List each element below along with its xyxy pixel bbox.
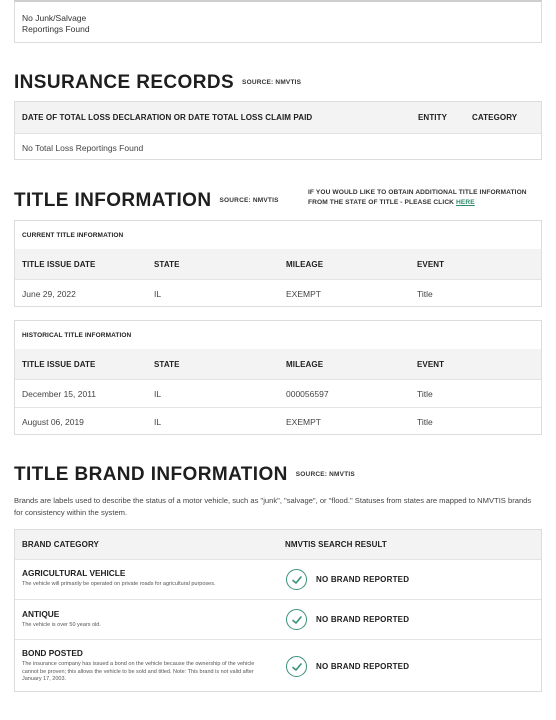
col-state: STATE xyxy=(154,359,180,369)
check-circle-icon xyxy=(286,656,307,677)
title-info-here-link[interactable]: HERE xyxy=(455,199,475,206)
title-info-note-text: IF YOU WOULD LIKE TO OBTAIN ADDITIONAL TITLE INFORMATION FROM THE STATE OF TITLE - PLEASE CLICK xyxy=(308,189,527,206)
brand-desc: The vehicle will primarily be operated on private roads for agricultural purposes. xyxy=(22,581,216,587)
cell-mileage: EXEMPT xyxy=(286,289,321,299)
table-row xyxy=(15,279,541,308)
cell-mileage: 000056597 xyxy=(286,388,329,399)
junk-salvage-text: No Junk/Salvage Reportings Found xyxy=(22,13,90,34)
brand-row-bond-posted xyxy=(15,639,541,693)
insurance-table-header xyxy=(15,102,541,133)
col-entity: ENTITY xyxy=(418,113,448,122)
cell-state: IL xyxy=(154,289,162,299)
historical-title-label-row xyxy=(15,321,541,349)
title-brand-source: SOURCE: NMVTIS xyxy=(295,471,355,479)
historical-title-header xyxy=(15,349,541,379)
title-information-source: SOURCE: NMVTIS xyxy=(219,197,279,205)
check-circle-icon xyxy=(286,569,307,590)
insurance-source: SOURCE: NMVTIS xyxy=(242,79,302,87)
brand-result: NO BRAND REPORTED xyxy=(316,615,410,624)
col-title-issue-date: TITLE ISSUE DATE xyxy=(22,359,96,369)
insurance-empty-text: No Total Loss Reportings Found xyxy=(22,142,144,153)
col-total-loss-date: DATE OF TOTAL LOSS DECLARATION OR DATE TOTAL LOSS CLAIM PAID xyxy=(22,113,313,122)
brand-name: AGRICULTURAL VEHICLE xyxy=(22,568,126,578)
cell-event: Title xyxy=(417,417,433,427)
cell-event: Title xyxy=(417,289,433,299)
brand-name: BOND POSTED xyxy=(22,648,83,658)
col-mileage: MILEAGE xyxy=(286,359,324,369)
brand-name: ANTIQUE xyxy=(22,609,60,619)
table-row xyxy=(15,379,541,407)
table-row xyxy=(15,407,541,436)
title-info-note xyxy=(308,188,544,208)
title-brand-title: TITLE BRAND INFORMATION xyxy=(14,464,288,485)
title-brand-heading xyxy=(14,464,355,486)
cell-event: Title xyxy=(417,388,433,399)
historical-title-table xyxy=(14,320,542,435)
col-event: EVENT xyxy=(417,359,445,369)
brand-table xyxy=(14,529,542,692)
title-information-heading xyxy=(14,190,279,212)
brand-row-antique xyxy=(15,599,541,639)
col-state: STATE xyxy=(154,259,180,269)
brand-desc: The vehicle is over 50 years old. xyxy=(22,622,101,628)
brand-table-header xyxy=(15,530,541,559)
col-nmvtis-result: NMVTIS SEARCH RESULT xyxy=(285,540,387,549)
current-title-table xyxy=(14,220,542,307)
cell-issue-date: August 06, 2019 xyxy=(22,417,84,427)
cell-state: IL xyxy=(154,388,162,399)
cell-mileage: EXEMPT xyxy=(286,417,321,427)
check-circle-icon xyxy=(286,609,307,630)
cell-state: IL xyxy=(154,417,162,427)
junk-salvage-panel xyxy=(14,0,542,43)
brand-result: NO BRAND REPORTED xyxy=(316,662,410,671)
insurance-records-title: INSURANCE RECORDS xyxy=(14,72,235,93)
col-event: EVENT xyxy=(417,259,445,269)
historical-title-label: HISTORICAL TITLE INFORMATION xyxy=(22,331,132,339)
brand-desc: The insurance company has issued a bond on the vehicle because the ownership of the vehicle cannot be proven; this allows the vehicle to be sold and titled. Note: This brand is not valid after January 17, 2003. xyxy=(22,661,255,682)
cell-issue-date: December 15, 2011 xyxy=(22,388,97,399)
col-title-issue-date: TITLE ISSUE DATE xyxy=(22,259,96,269)
title-information-title: TITLE INFORMATION xyxy=(14,190,212,211)
brand-result: NO BRAND REPORTED xyxy=(316,575,410,584)
insurance-table xyxy=(14,101,542,160)
col-mileage: MILEAGE xyxy=(286,259,324,269)
current-title-label-row xyxy=(15,221,541,249)
insurance-records-heading xyxy=(14,72,301,94)
insurance-empty-row xyxy=(15,133,541,161)
col-brand-category: BRAND CATEGORY xyxy=(22,540,99,549)
current-title-label: CURRENT TITLE INFORMATION xyxy=(22,231,124,239)
brand-description: Brands are labels used to describe the status of a motor vehicle, such as "junk", "salvage", or "flood." Statuses from states are mapped to NMVTIS brands for consistency within the system. xyxy=(14,496,532,517)
brand-row-agricultural xyxy=(15,559,541,599)
col-category: CATEGORY xyxy=(472,113,518,122)
cell-issue-date: June 29, 2022 xyxy=(22,289,76,299)
current-title-header xyxy=(15,249,541,279)
